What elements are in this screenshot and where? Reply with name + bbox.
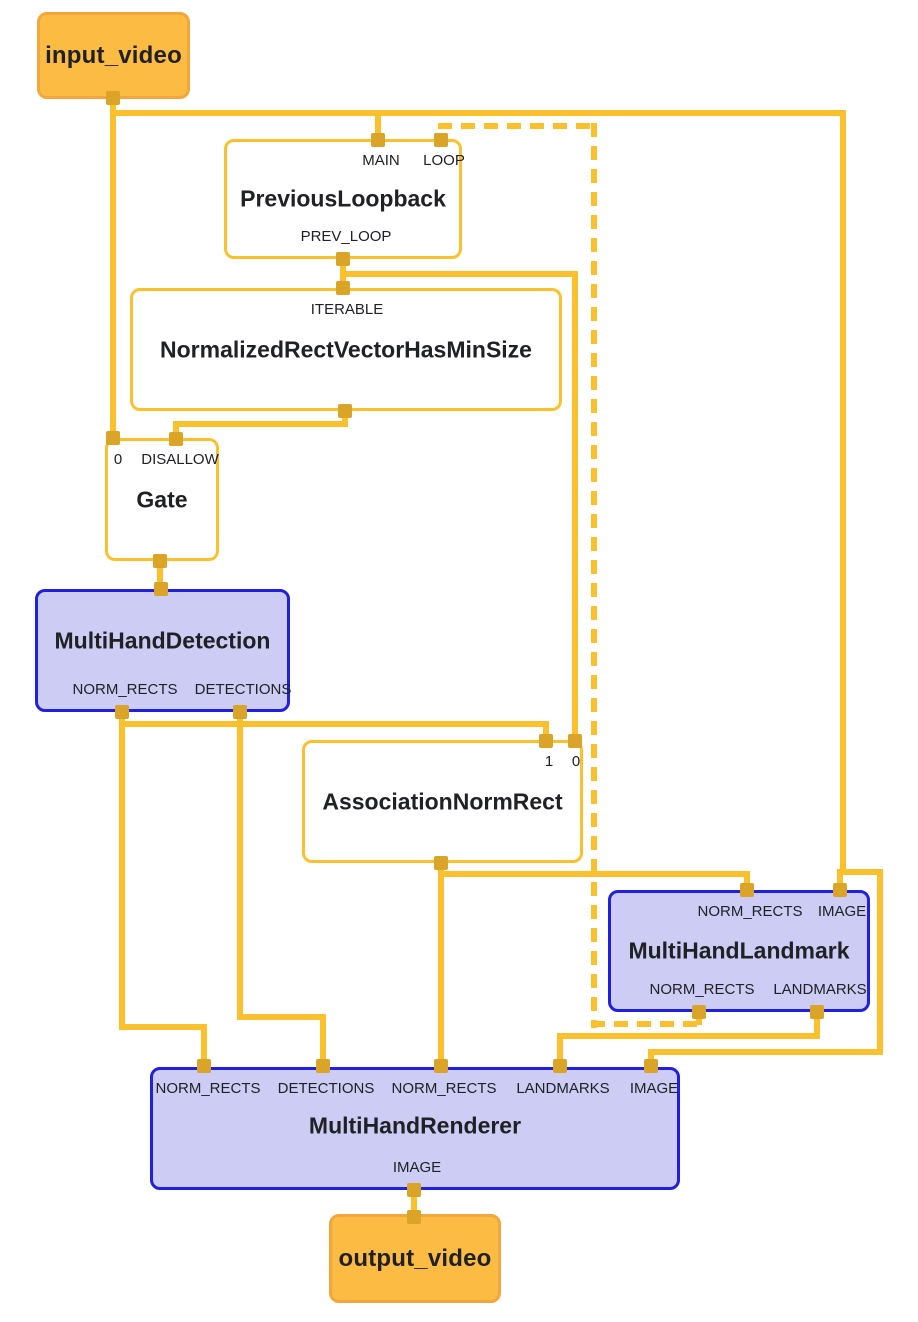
port-detection-detections xyxy=(233,705,247,719)
port-label-norm-rects-2: NORM_RECTS xyxy=(391,1080,497,1097)
edge-minsize-to-disallow-h xyxy=(173,421,348,427)
port-label-disallow: DISALLOW xyxy=(141,451,219,468)
node-title: AssociationNormRect xyxy=(322,788,563,814)
port-label-landmarks: LANDMARKS xyxy=(516,1080,610,1097)
port-renderer-detections xyxy=(316,1059,330,1073)
node-title: MultiHandLandmark xyxy=(628,937,850,964)
port-label-main: MAIN xyxy=(362,152,400,169)
edge-detection-normrects-to-assoc1-h xyxy=(119,721,549,727)
port-label-iterable: ITERABLE xyxy=(310,301,384,318)
port-renderer-norm-rects-1 xyxy=(197,1059,211,1073)
edge-input-video-bus xyxy=(110,110,846,116)
edge-prevloop-branch-h xyxy=(340,271,578,277)
port-input-video-out xyxy=(106,91,120,105)
node-multi-hand-detection[interactable] xyxy=(35,589,290,712)
stream-label: output_video xyxy=(338,1244,492,1272)
edge-assoc-out-v xyxy=(438,863,444,1068)
port-gate-0 xyxy=(106,431,120,445)
edge-detections-h xyxy=(237,1014,326,1020)
node-multi-hand-landmark[interactable] xyxy=(608,890,870,1012)
node-title: MultiHandRenderer xyxy=(308,1112,522,1139)
port-renderer-image-in xyxy=(644,1059,658,1073)
port-landmark-norm-rects-out xyxy=(692,1005,706,1019)
stream-label: input_video xyxy=(45,41,182,69)
edge-prevloop-to-assoc0 xyxy=(572,271,578,741)
port-detection-in xyxy=(154,582,168,596)
node-input-video[interactable] xyxy=(37,12,190,99)
port-assoc-1 xyxy=(539,734,553,748)
port-label-image-in: IMAGE xyxy=(629,1080,679,1097)
port-prevloop-loop xyxy=(434,133,448,147)
port-label-norm-rects-out: NORM_RECTS xyxy=(649,981,755,998)
edge-loopback-dashed-top xyxy=(438,123,596,129)
port-assoc-out xyxy=(434,856,448,870)
edge-detections-v xyxy=(237,712,243,1018)
edge-normrects-to-renderer-h xyxy=(119,1024,207,1030)
node-title: NormalizedRectVectorHasMinSize xyxy=(160,336,532,362)
node-previous-loopback[interactable] xyxy=(224,139,465,259)
port-output-video-in xyxy=(407,1210,421,1224)
node-output-video[interactable] xyxy=(329,1214,501,1303)
port-label-detections: DETECTIONS xyxy=(194,681,292,698)
port-label-0: 0 xyxy=(113,451,123,468)
edge-loopback-dashed-vertical xyxy=(591,123,597,1028)
port-assoc-0 xyxy=(568,734,582,748)
edge-landmarks-h xyxy=(557,1033,820,1039)
port-label-prev-loop: PREV_LOOP xyxy=(300,228,392,245)
port-label-image-out: IMAGE xyxy=(392,1159,442,1176)
port-renderer-landmarks xyxy=(553,1059,567,1073)
node-title: MultiHandDetection xyxy=(54,627,271,654)
port-label-norm-rects-1: NORM_RECTS xyxy=(155,1080,261,1097)
port-renderer-norm-rects-2 xyxy=(434,1059,448,1073)
node-gate[interactable] xyxy=(105,438,219,561)
port-label-loop: LOOP xyxy=(423,152,465,169)
port-minsize-iterable xyxy=(336,281,350,295)
port-landmark-norm-rects-in xyxy=(740,883,754,897)
port-label-image-in: IMAGE xyxy=(817,903,867,920)
port-landmark-image-in xyxy=(833,883,847,897)
node-multi-hand-renderer[interactable] xyxy=(150,1067,680,1190)
port-detection-norm-rects xyxy=(115,705,129,719)
edge-image-branch-v xyxy=(877,869,883,1052)
port-label-0: 0 xyxy=(571,753,581,770)
port-gate-out xyxy=(153,554,167,568)
edge-input-video-to-gate xyxy=(110,98,116,438)
port-label-1: 1 xyxy=(544,753,554,770)
port-landmark-landmarks-out xyxy=(810,1005,824,1019)
edge-loopback-dashed-bottom xyxy=(591,1021,703,1027)
port-renderer-image-out xyxy=(407,1183,421,1197)
node-normalized-rect-vector-has-min-size[interactable] xyxy=(130,288,562,411)
port-label-norm-rects: NORM_RECTS xyxy=(72,681,178,698)
port-prevloop-prev-loop xyxy=(336,252,350,266)
node-association-norm-rect[interactable] xyxy=(302,740,583,863)
node-title: PreviousLoopback xyxy=(240,185,446,212)
port-label-detections: DETECTIONS xyxy=(277,1080,375,1097)
port-minsize-out xyxy=(338,404,352,418)
node-title: Gate xyxy=(136,486,188,512)
edge-image-bus-vertical xyxy=(840,110,846,875)
edge-image-to-renderer-h xyxy=(648,1049,883,1055)
port-label-norm-rects-in: NORM_RECTS xyxy=(697,903,803,920)
edge-detection-normrects-v xyxy=(119,712,125,1030)
port-gate-disallow xyxy=(169,432,183,446)
port-label-landmarks-out: LANDMARKS xyxy=(773,981,867,998)
port-prevloop-main xyxy=(371,133,385,147)
